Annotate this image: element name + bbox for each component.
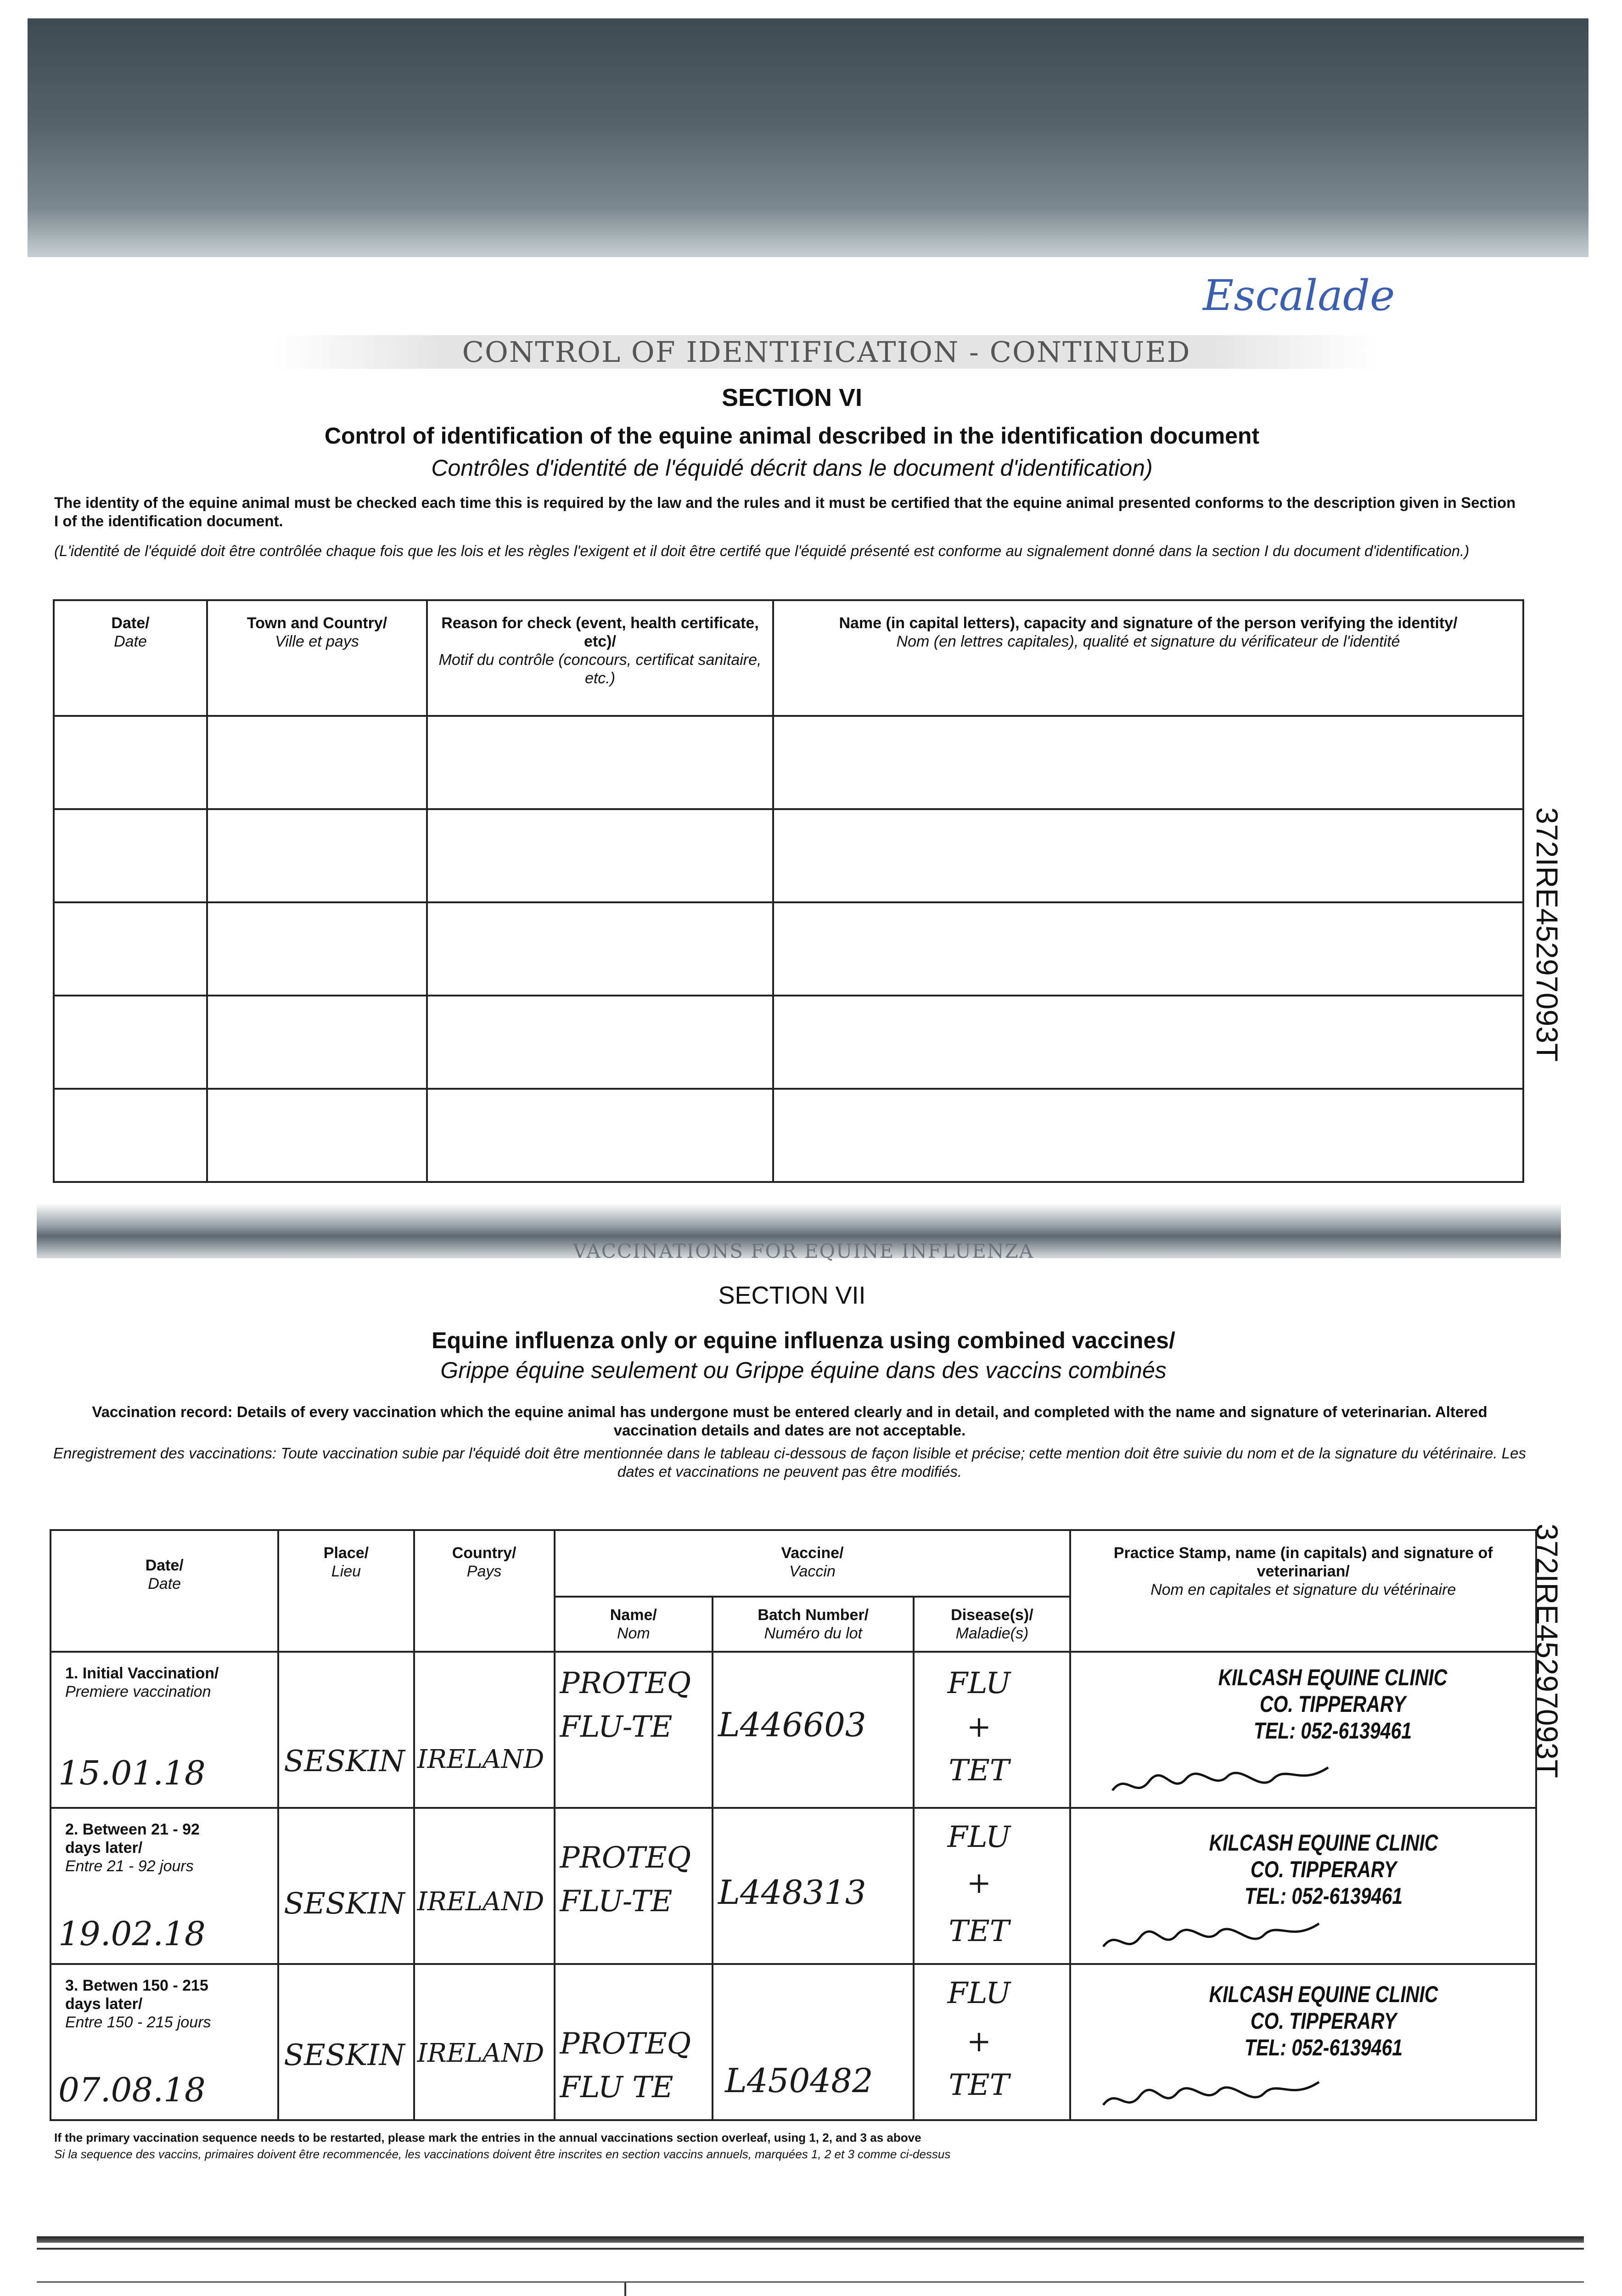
table-row	[54, 1089, 1523, 1182]
vacc-stamp-header: Practice Stamp, name (in capitals) and signature of veterinarian/ Nom en capitales et signature du vétérinaire	[1070, 1530, 1536, 1652]
table-row	[54, 902, 1523, 996]
vaccination-record-fr: Enregistrement des vaccinations: Toute vaccination subie par l'équidé doit être mentionnée dans le tableau ci-dessous de façon lisible et précise; cette mention doit être suivie du nom et de la signature du vétérinaire. Les dates et vaccinations ne peuvent pas être modifiés.	[53, 1445, 1526, 1480]
reason-cell[interactable]	[427, 996, 773, 1089]
vacc-date-value: 19.02.18	[58, 1914, 206, 1953]
section7-title-fr: Grippe équine seulement ou Grippe équine dans des vaccins combinés	[440, 1357, 1167, 1383]
reason-cell[interactable]	[427, 716, 773, 809]
vaccination-row-2	[51, 1808, 1536, 1964]
vacc-country-cell[interactable]: IRELAND	[414, 1964, 555, 2120]
vacc-country-cell[interactable]: IRELAND	[414, 1808, 555, 1964]
vacc-country-header: Country/ Pays	[414, 1530, 555, 1652]
verifier-cell[interactable]	[773, 809, 1523, 902]
verifier-cell[interactable]	[773, 996, 1523, 1089]
vacc-batch-cell[interactable]: L450482	[713, 1964, 914, 2120]
section6-title-en: Control of identification of the equine animal described in the identification document	[324, 423, 1260, 449]
col-reason-header: Reason for check (event, health certificate, etc)/ Motif du contrôle (concours, certificat sanitaire, etc.)	[427, 600, 773, 716]
section6-label: SECTION VI	[721, 384, 863, 411]
section7-banner: VACCINATIONS FOR EQUINE INFLUENZA	[572, 1240, 1034, 1262]
col-town-header: Town and Country/ Ville et pays	[207, 600, 427, 716]
vacc-batch-header: Batch Number/ Numéro du lot	[713, 1597, 914, 1652]
date-cell[interactable]	[54, 996, 207, 1089]
section6-intro-en: The identity of the equine animal must be checked each time this is required by the law and the rules and it must be certified that the equine animal presented conforms to the description given in Section I of the identification document.	[54, 494, 1516, 529]
vacc-name-cell[interactable]: PROTEQ FLU-TE	[555, 1808, 713, 1964]
side-id-upper: 372IRE45297093T	[1530, 807, 1564, 1062]
reason-cell[interactable]	[427, 809, 773, 902]
town-cell[interactable]	[207, 996, 427, 1089]
bottom-divider	[624, 2282, 626, 2296]
footer-note-en: If the primary vaccination sequence needs to be restarted, please mark the entries in the annual vaccinations section overleaf, using 1, 2, and 3 as above	[54, 2131, 921, 2144]
practice-stamp: KILCASH EQUINE CLINIC CO. TIPPERARY TEL: 052-6139461	[1218, 1665, 1448, 1744]
section6-intro-fr: (L'identité de l'équidé doit être contrôlée chaque fois que les lois et les règles l'exigent et il doit être certifé que l'équidé présenté est conforme au signalement donné dans la section I du document d'identification.)	[54, 542, 1470, 559]
vet-signature	[1099, 2073, 1328, 2119]
vaccination-table	[50, 1529, 1537, 2121]
vet-signature	[1099, 1914, 1328, 1960]
table-row	[54, 716, 1523, 809]
bottom-rule-thin	[37, 2248, 1584, 2250]
vacc-place-cell[interactable]: SESKIN	[278, 1652, 414, 1808]
vacc-disease-cell[interactable]: FLU + TET	[914, 1652, 1070, 1808]
vacc-batch-cell[interactable]: L446603	[713, 1652, 914, 1808]
vacc-name-cell[interactable]: PROTEQ FLU TE	[555, 1964, 713, 2120]
vacc-stamp-cell[interactable]	[1070, 1652, 1536, 1808]
col-verifier-header: Name (in capital letters), capacity and signature of the person verifying the identity/ Nom (en lettres capitales), qualité et signature du vérificateur de l'identité	[773, 600, 1523, 716]
vacc-place-cell[interactable]: SESKIN	[278, 1964, 414, 2120]
date-cell[interactable]	[54, 1089, 207, 1182]
section7-title-en: Equine influenza only or equine influenza using combined vaccines/	[432, 1328, 1175, 1353]
bottom-edge	[37, 2281, 1584, 2283]
col-date-header: Date/ Date	[54, 600, 207, 716]
vaccination-row-1	[51, 1652, 1536, 1808]
footer-note-fr: Si la sequence des vaccins, primaires doivent être recommencée, les vaccinations doivent être inscrites en section vaccins annuels, marquées 1, 2 et 3 comme ci-dessus	[54, 2147, 951, 2161]
vaccine-header: Vaccine/ Vaccin	[555, 1530, 1071, 1597]
date-cell[interactable]	[54, 902, 207, 996]
practice-stamp: KILCASH EQUINE CLINIC CO. TIPPERARY TEL: 052-6139461	[1209, 1830, 1438, 1909]
vaccination-row-3	[51, 1964, 1536, 2120]
vaccination-record-en: Vaccination record: Details of every vaccination which the equine animal has undergone must be entered clearly and in detail, and completed with the name and signature of veterinarian. Altered vaccination details and dates are not acceptable.	[92, 1403, 1487, 1439]
town-cell[interactable]	[207, 902, 427, 996]
vacc-date-cell[interactable]: 1. Initial Vaccination/ Premiere vaccination 15.01.18	[51, 1652, 278, 1808]
practice-stamp: KILCASH EQUINE CLINIC CO. TIPPERARY TEL: 052-6139461	[1209, 1981, 1438, 2060]
vacc-name-header: Name/ Nom	[555, 1597, 713, 1652]
section6-title-fr: Contrôles d'identité de l'équidé décrit dans le document d'identification)	[431, 455, 1153, 481]
vacc-batch-cell[interactable]: L448313	[713, 1808, 914, 1964]
handwritten-horse-name: Escalade	[1203, 271, 1395, 320]
side-id-lower: 372IRE45297093T	[1530, 1524, 1564, 1778]
reason-cell[interactable]	[427, 1089, 773, 1182]
vacc-disease-header: Disease(s)/ Maladie(s)	[914, 1597, 1070, 1652]
vet-signature	[1108, 1758, 1337, 1804]
vacc-disease-cell[interactable]: FLU + TET	[914, 1964, 1070, 2120]
vacc-stamp-cell[interactable]	[1070, 1964, 1536, 2120]
vacc-country-cell[interactable]: IRELAND	[414, 1652, 555, 1808]
town-cell[interactable]	[207, 1089, 427, 1182]
town-cell[interactable]	[207, 809, 427, 902]
table-row	[54, 996, 1523, 1089]
table-row	[54, 809, 1523, 902]
vacc-name-cell[interactable]: PROTEQ FLU-TE	[555, 1652, 713, 1808]
section7-label: SECTION VII	[718, 1282, 866, 1309]
vacc-date-cell[interactable]: 2. Between 21 - 92 days later/ Entre 21 - 92 jours 19.02.18	[51, 1808, 278, 1964]
town-cell[interactable]	[207, 716, 427, 809]
vacc-date-value: 07.08.18	[58, 2071, 206, 2109]
vacc-disease-cell[interactable]: FLU + TET	[914, 1808, 1070, 1964]
vacc-date-header: Date/ Date	[51, 1530, 278, 1652]
section6-banner: CONTROL OF IDENTIFICATION - CONTINUED	[275, 335, 1377, 369]
verifier-cell[interactable]	[773, 902, 1523, 996]
bottom-rule	[37, 2236, 1584, 2243]
date-cell[interactable]	[54, 809, 207, 902]
vacc-stamp-cell[interactable]	[1070, 1808, 1536, 1964]
vacc-date-value: 15.01.18	[58, 1754, 206, 1792]
vacc-place-cell[interactable]: SESKIN	[278, 1808, 414, 1964]
vacc-place-header: Place/ Lieu	[278, 1530, 414, 1652]
date-cell[interactable]	[54, 716, 207, 809]
verifier-cell[interactable]	[773, 1089, 1523, 1182]
vacc-date-cell[interactable]: 3. Betwen 150 - 215 days later/ Entre 150 - 215 jours 07.08.18	[51, 1964, 278, 2120]
reason-cell[interactable]	[427, 902, 773, 996]
identity-check-table	[53, 599, 1524, 1183]
scan-dark-band	[28, 18, 1588, 257]
verifier-cell[interactable]	[773, 716, 1523, 809]
